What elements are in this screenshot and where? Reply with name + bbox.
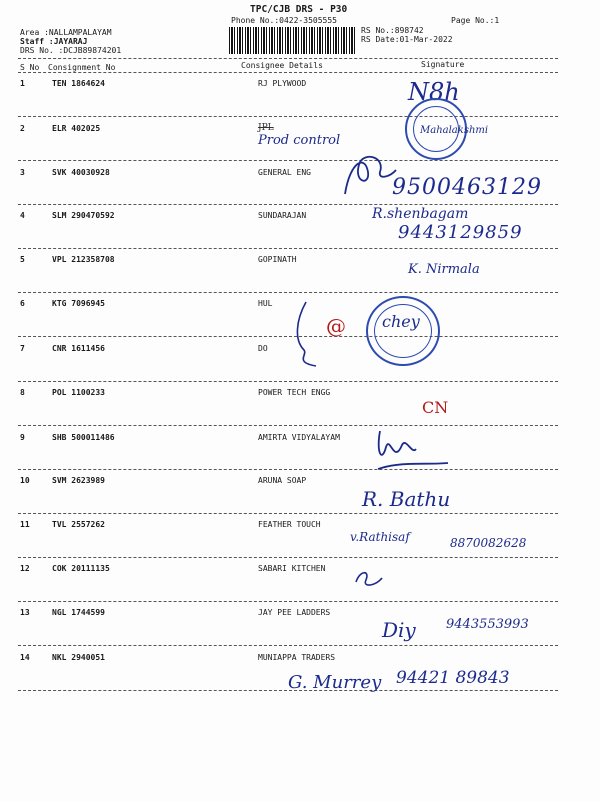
row-consignment: SVM 2623989 — [52, 476, 105, 485]
row-sno: 7 — [20, 344, 25, 353]
row-consignee: SABARI KITCHEN — [258, 564, 326, 573]
signature-scribble-row-12 — [352, 566, 386, 590]
row-consignee: POWER TECH ENGG — [258, 388, 331, 397]
row-consignment: NGL 1744599 — [52, 608, 105, 617]
row-divider — [18, 645, 558, 646]
row-consignment: COK 20111135 — [52, 564, 110, 573]
signature-row-4: R.shenbagam — [372, 206, 469, 222]
row-consignee: JAY PEE LADDERS — [258, 608, 331, 617]
row-sno: 2 — [20, 124, 25, 133]
row-sno: 13 — [20, 608, 30, 617]
row-divider — [18, 557, 558, 558]
row-sno: 11 — [20, 520, 30, 529]
staff-label: Staff :JAYARAJ — [20, 37, 88, 46]
rs-number: RS No.:898742 — [361, 26, 424, 35]
page-number: Page No.:1 — [451, 16, 500, 25]
drs-number: DRS No. :DCJB89874201 — [20, 46, 122, 55]
signature-row-11: v.Rathisaf — [350, 530, 410, 544]
row-sno: 14 — [20, 653, 30, 662]
barcode — [229, 27, 355, 54]
row-divider — [18, 204, 558, 205]
handwritten-consignee-row-2: Prod control — [258, 133, 341, 148]
red-mark-row-8: CN — [422, 398, 449, 417]
phone-handwritten-row-14: 94421 89843 — [396, 668, 510, 688]
row-consignee: HUL — [258, 299, 273, 308]
signature-scribble-row-9 — [372, 425, 452, 475]
row-sno: 9 — [20, 433, 25, 442]
col-consignee: Consignee Details — [241, 61, 323, 70]
row-divider — [18, 248, 558, 249]
row-consignment: VPL 212358708 — [52, 255, 115, 264]
row-sno: 4 — [20, 211, 25, 220]
row-sno: 5 — [20, 255, 25, 264]
signature-row-10: R. Bathu — [362, 487, 451, 511]
row-consignee: MUNIAPPA TRADERS — [258, 653, 336, 662]
signature-scribble-row-3 — [340, 152, 400, 202]
table-row — [0, 433, 600, 477]
signature-row-14: G. Murrey — [288, 672, 382, 693]
row-consignment: ELR 402025 — [52, 124, 101, 133]
rs-date: RS Date:01-Mar-2022 — [361, 35, 453, 44]
signature-row-1: N8h — [408, 78, 460, 106]
row-sno: 3 — [20, 168, 25, 177]
row-consignee: DO — [258, 344, 268, 353]
column-rule — [18, 72, 558, 73]
signature-stroke-row-6 — [286, 300, 326, 370]
row-consignment: KTG 7096945 — [52, 299, 105, 308]
row-consignment: CNR 1611456 — [52, 344, 105, 353]
row-divider — [18, 116, 558, 117]
row-consignment: NKL 2940051 — [52, 653, 105, 662]
phone-number: Phone No.:0422-3505555 — [231, 16, 337, 25]
area-label: Area :NALLAMPALAYAM — [20, 28, 112, 37]
row-consignment: TVL 2557262 — [52, 520, 105, 529]
round-stamp-row-6 — [366, 296, 440, 366]
row-divider — [18, 160, 558, 161]
row-divider — [18, 469, 558, 470]
sheet-title: TPC/CJB DRS - P30 — [250, 4, 348, 15]
phone-handwritten-row-4: 9443129859 — [398, 222, 523, 243]
col-signature: Signature — [421, 60, 465, 69]
row-sno: 10 — [20, 476, 30, 485]
row-consignment: SLM 290470592 — [52, 211, 115, 220]
row-consignment: POL 1100233 — [52, 388, 105, 397]
struck-consignee: JPL — [258, 123, 274, 133]
phone-handwritten-row-3: 9500463129 — [392, 175, 542, 200]
row-consignee: GOPINATH — [258, 255, 297, 264]
row-divider — [18, 292, 558, 293]
row-consignee: GENERAL ENG — [258, 168, 311, 177]
row-consignee: AMIRTA VIDYALAYAM — [258, 433, 340, 442]
row-consignment: SVK 40030928 — [52, 168, 110, 177]
row-divider — [18, 601, 558, 602]
row-divider — [18, 425, 558, 426]
row-sno: 12 — [20, 564, 30, 573]
phone-handwritten-row-11: 8870082628 — [450, 536, 527, 550]
red-mark-row-6: @ — [326, 314, 346, 338]
row-consignment: SHB 500011486 — [52, 433, 115, 442]
row-sno: 1 — [20, 79, 25, 88]
row-sno: 6 — [20, 299, 25, 308]
signature-row-5: K. Nirmala — [408, 262, 480, 277]
phone-handwritten-row-13: 9443553993 — [446, 617, 529, 632]
row-divider — [18, 513, 558, 514]
col-consignment: Consignment No — [48, 63, 116, 72]
row-consignment: TEN 1864624 — [52, 79, 105, 88]
row-consignee: SUNDARAJAN — [258, 211, 307, 220]
header-rule — [18, 58, 558, 59]
col-sno: S No — [20, 63, 40, 72]
row-consignee: ARUNA SOAP — [258, 476, 307, 485]
row-consignee: FEATHER TOUCH — [258, 520, 321, 529]
signature-row-2: Mahalakshmi — [420, 125, 489, 136]
signature-row-6: chey — [382, 312, 420, 331]
row-divider — [18, 381, 558, 382]
row-sno: 8 — [20, 388, 25, 397]
row-consignee: RJ PLYWOOD — [258, 79, 307, 88]
signature-row-13: Diy — [382, 618, 416, 642]
